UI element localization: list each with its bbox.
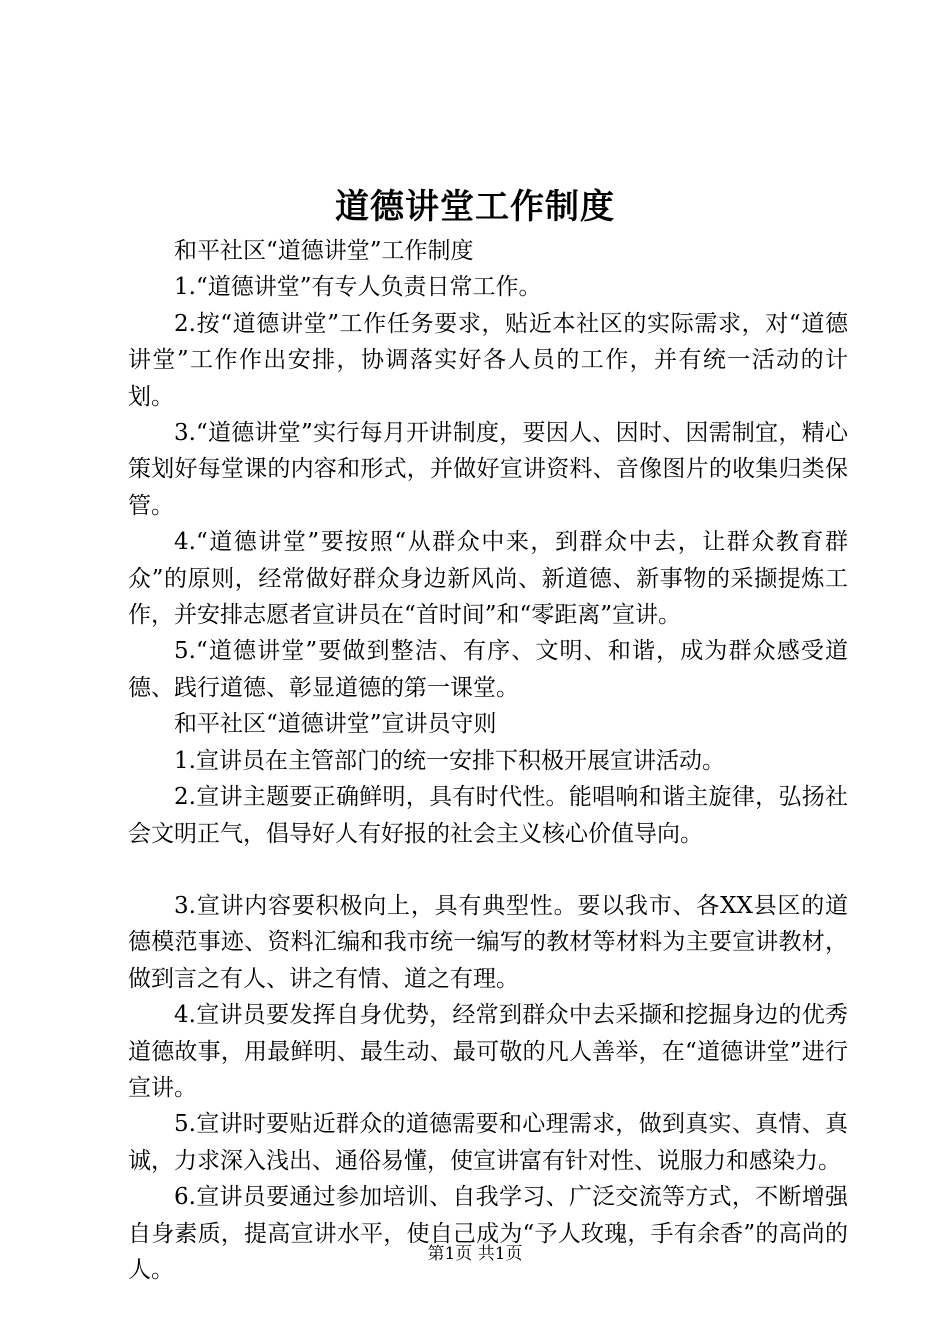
paragraph: 1.宣讲员在主管部门的统一安排下积极开展宣讲活动。 — [174, 747, 725, 774]
paragraph: 2.宣讲主题要正确鲜明，具有时代性。能唱响和谐主旋律，弘扬社会文明正气，倡导好人有好报的社会主义核心价值导向。 — [128, 784, 848, 847]
paragraph: 6.宣讲员要通过参加培训、自我学习、广泛交流等方式，不断增强自身素质，提高宣讲水平，使自己成为“予人玫瑰，手有余香”的高尚的人。 — [128, 1184, 848, 1283]
paragraph: 5.宣讲时要贴近群众的道德需要和心理需求，做到真实、真情、真诚，力求深入浅出、通俗易懂，使宣讲富有针对性、说服力和感染力。 — [128, 1111, 848, 1174]
document-body — [128, 233, 848, 1288]
paragraph: 3.宣讲内容要积极向上，具有典型性。要以我市、各XX县区的道德模范事迹、资料汇编和我市统一编写的教材等材料为主要宣讲教材，做到言之有人、讲之有情、道之有理。 — [128, 892, 848, 992]
paragraph: 5.“道德讲堂”要做到整洁、有序、文明、和谐，成为群众感受道德、践行道德、彰显道德的第一课堂。 — [128, 638, 848, 701]
page-number-footer: 第1页 共1页 — [427, 1244, 523, 1264]
paragraph: 3.“道德讲堂”实行每月开讲制度，要因人、因时、因需制宜，精心策划好每堂课的内容和形式，并做好宣讲资料、音像图片的收集归类保管。 — [128, 420, 848, 519]
paragraph: 2.按“道德讲堂”工作任务要求，贴近本社区的实际需求，对“道德讲堂”工作作出安排，协调落实好各人员的工作，并有统一活动的计划。 — [128, 310, 848, 410]
paragraph: 4.“道德讲堂”要按照“从群众中来，到群众中去，让群众教育群众”的原则，经常做好群众身边新风尚、新道德、新事物的采撷提炼工作，并安排志愿者宣讲员在“首时间”和“零距离”宣讲。 — [128, 529, 848, 629]
document-title: 道德讲堂工作制度 — [335, 187, 615, 227]
paragraph: 4.宣讲员要发挥自身优势，经常到群众中去采撷和挖掘身边的优秀道德故事，用最鲜明、最生动、最可敬的凡人善举，在“道德讲堂”进行宣讲。 — [128, 1002, 848, 1101]
paragraph: 1.“道德讲堂”有专人负责日常工作。 — [174, 274, 542, 301]
section-heading-work-system: 和平社区“道德讲堂”工作制度 — [174, 238, 474, 264]
section-heading-speaker-rules: 和平社区“道德讲堂”宣讲员守则 — [174, 711, 497, 738]
blank-line — [128, 852, 848, 888]
